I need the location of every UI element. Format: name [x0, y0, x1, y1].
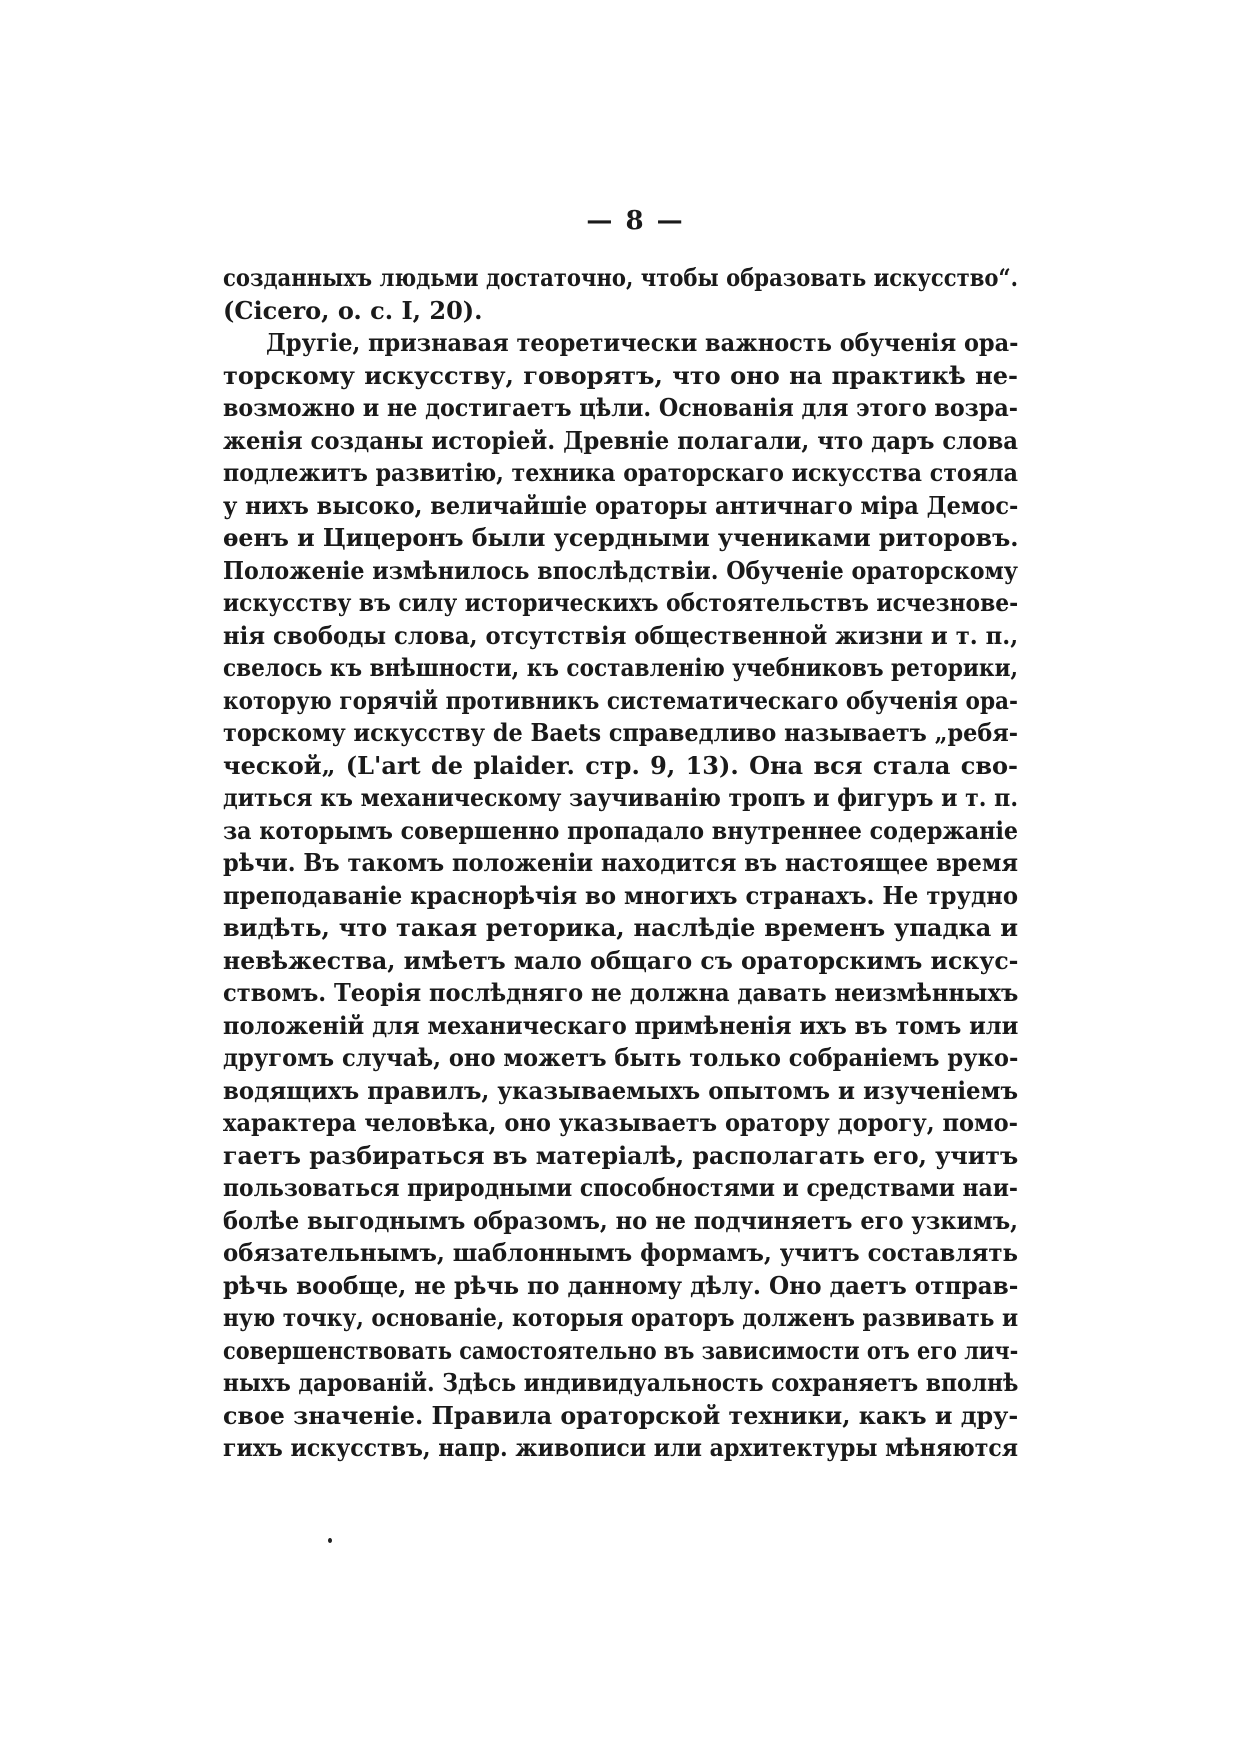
text-line: Положеніе измѣнилось впослѣдствіи. Обученіе ораторскому [223, 555, 1018, 585]
text-line: женія созданы исторіей. Древніе полагали, что даръ слова [223, 425, 1018, 455]
text-line: рѣчи. Въ такомъ положеніи находится въ настоящее время [223, 848, 1018, 877]
text-line: торскому искусству, говорятъ, что оно на практикѣ не- [223, 360, 1018, 390]
text-line: свелось къ внѣшности, къ составленію учебниковъ реторики, [223, 653, 1018, 682]
text-line: ѳенъ и Цицеронъ были усердными учениками риторовъ. [223, 523, 1018, 552]
text-line: гаетъ разбираться въ матеріалѣ, располагать его, учитъ [223, 1140, 1018, 1170]
text-line: ческой„ (L'art de plaider. стр. 9, 13). Она вся стала сво- [223, 750, 1018, 780]
text-line: гихъ искусствъ, напр. живописи или архитектуры мѣняются [223, 1433, 1018, 1462]
text-line: водящихъ правилъ, указываемыхъ опытомъ и изученіемъ [223, 1075, 1018, 1105]
text-line: положеній для механическаго примѣненія ихъ въ томъ или [223, 1010, 1018, 1040]
text-line: за которымъ совершенно пропадало внутреннее содержаніе [223, 815, 1018, 845]
text-line: нія свободы слова, отсутствія общественной жизни и т. п., [223, 620, 1018, 650]
text-line: у нихъ высоко, величайшіе ораторы античнаго міра Демос- [223, 490, 1018, 520]
text-line: невѣжества, имѣетъ мало общаго съ ораторскимъ искус- [223, 945, 1018, 975]
text-line: пользоваться природными способностями и средствами наи- [223, 1173, 1018, 1202]
body-text [223, 262, 1018, 1465]
text-line: которую горячій противникъ систематическаго обученія ора- [223, 685, 1018, 715]
page-number: — 8 — [586, 206, 685, 236]
text-line: преподаваніе краснорѣчія во многихъ странахъ. Не трудно [223, 880, 1018, 910]
text-line: болѣе выгоднымъ образомъ, но не подчиняетъ его узкимъ, [223, 1205, 1018, 1235]
text-line: свое значеніе. Правила ораторской техники, какъ и дру- [223, 1400, 1018, 1430]
text-line: торскому искусству de Baets справедливо называетъ „ребя- [223, 718, 1018, 747]
text-line: ную точку, основаніе, которыя ораторъ долженъ развивать и [223, 1303, 1018, 1332]
ink-speck [328, 1538, 332, 1543]
text-line: ствомъ. Теорія послѣдняго не должна давать неизмѣнныхъ [223, 978, 1018, 1007]
text-line: диться къ механическому заучиванію тропъ и фигуръ и т. п. [223, 783, 1018, 812]
text-line: (Cicero, o. c. I, 20). [223, 295, 483, 325]
text-line: характера человѣка, оно указываетъ оратору дорогу, помо- [223, 1108, 1018, 1137]
text-line: обязательнымъ, шаблоннымъ формамъ, учитъ составлять [223, 1238, 1018, 1267]
text-line: Другіе, признавая теоретически важность обученія ора- [265, 328, 1018, 357]
text-line: рѣчь вообще, не рѣчь по данному дѣлу. Оно даетъ отправ- [223, 1270, 1018, 1300]
text-line: совершенствовать самостоятельно въ зависимости отъ его лич- [223, 1335, 1018, 1365]
text-line: искусству въ силу историческихъ обстоятельствъ исчезнове- [223, 588, 1018, 617]
text-line: созданныхъ людьми достаточно, чтобы образовать искусство“. [223, 263, 1018, 292]
text-line: другомъ случаѣ, оно можетъ быть только собраніемъ руко- [223, 1043, 1018, 1072]
text-line: подлежитъ развитію, техника ораторскаго искусства стояла [223, 458, 1018, 487]
text-line: возможно и не достигаетъ цѣли. Основанія для этого возра- [223, 393, 1018, 422]
text-line: ныхъ дарованій. Здѣсь индивидуальность сохраняетъ вполнѣ [223, 1368, 1018, 1397]
text-line: видѣть, что такая реторика, наслѣдіе временъ упадка и [223, 913, 1018, 942]
